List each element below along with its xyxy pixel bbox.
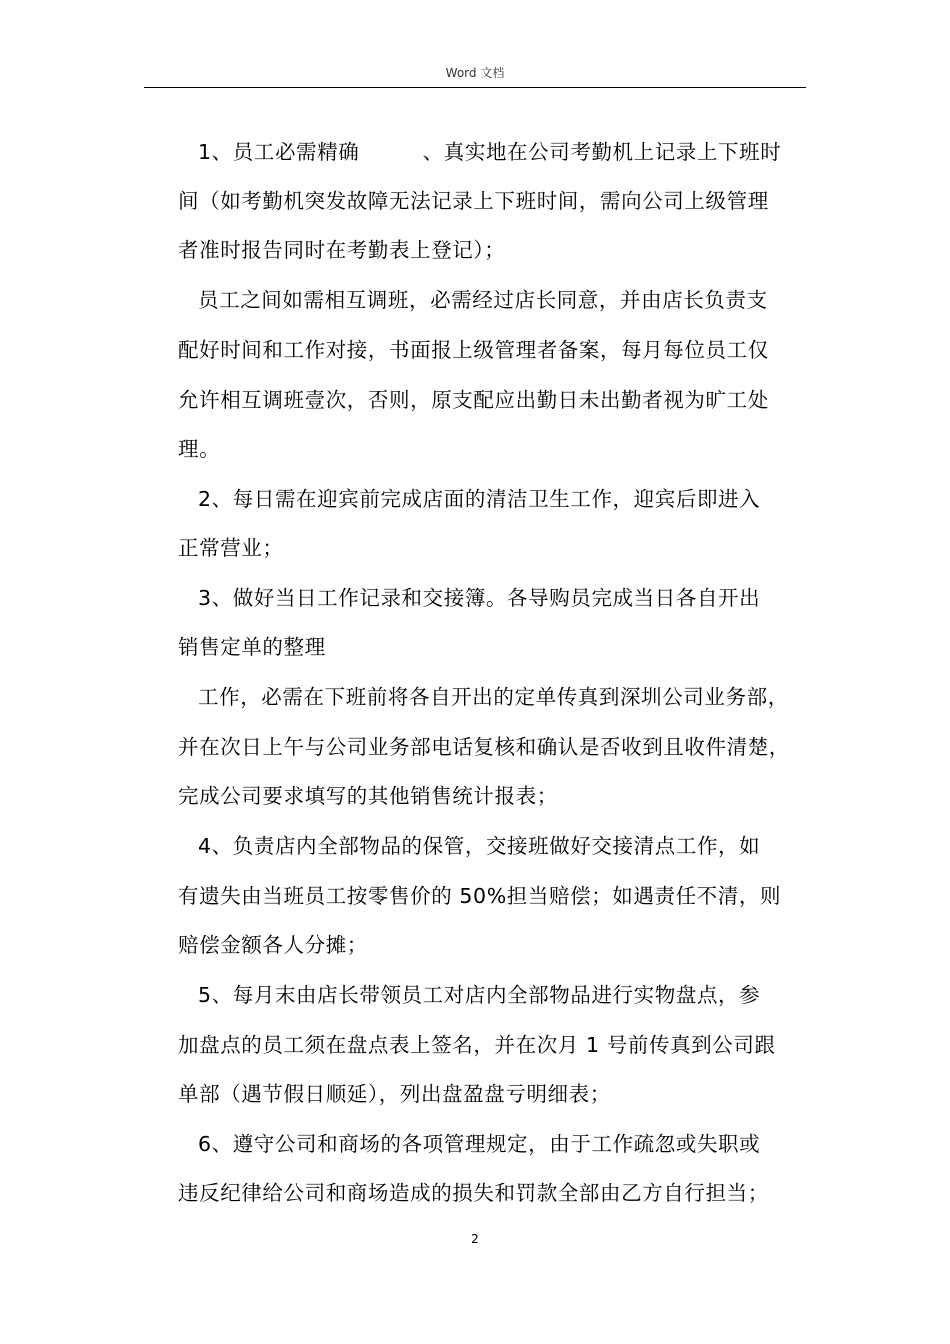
text-line: 并在次日上午与公司业务部电话复核和确认是否收到且收件清楚， xyxy=(178,735,790,759)
text-line: 销售定单的整理 xyxy=(178,635,326,659)
text-line: 工作，必需在下班前将各自开出的定单传真到深圳公司业务部， xyxy=(198,685,789,709)
text-line: 单部（遇节假日顺延），列出盘盈盘亏明细表； xyxy=(178,1082,611,1106)
text-line: 5、每月末由店长带领员工对店内全部物品进行实物盘点，参 xyxy=(198,983,761,1007)
text-line: 完成公司要求填写的其他销售统计报表； xyxy=(178,784,558,808)
text-line: 6、遵守公司和商场的各项管理规定，由于工作疏忽或失职或 xyxy=(198,1132,761,1156)
text-line: 加盘点的员工须在盘点表上签名，并在次月 1 号前传真到公司跟 xyxy=(178,1033,776,1057)
text-line: 1、员工必需精确 、真实地在公司考勤机上记录上下班时 xyxy=(198,140,782,164)
text-line: 4、负责店内全部物品的保管，交接班做好交接清点工作，如 xyxy=(198,834,761,858)
text-line: 有遗失由当班员工按零售价的 50%担当赔偿；如遇责任不清，则 xyxy=(178,884,782,908)
text-line: 间（如考勤机突发故障无法记录上下班时间，需向公司上级管理 xyxy=(178,189,769,213)
text-line: 允许相互调班壹次，否则，原支配应出勤日未出勤者视为旷工处 xyxy=(178,388,769,412)
page-number: 2 xyxy=(471,1232,479,1246)
text-line: 2、每日需在迎宾前完成店面的清洁卫生工作，迎宾后即进入 xyxy=(198,487,761,511)
header-divider xyxy=(144,87,806,88)
header-title: Word 文档 xyxy=(445,66,505,80)
text-line: 违反纪律给公司和商场造成的损失和罚款全部由乙方自行担当； xyxy=(178,1181,769,1205)
text-line: 正常营业； xyxy=(178,536,284,560)
text-line: 3、做好当日工作记录和交接簿。各导购员完成当日各自开出 xyxy=(198,586,761,610)
text-line: 赔偿金额各人分摊； xyxy=(178,933,368,957)
text-line: 配好时间和工作对接，书面报上级管理者备案，每月每位员工仅 xyxy=(178,338,769,362)
text-line: 理。 xyxy=(178,437,221,461)
text-line: 员工之间如需相互调班，必需经过店长同意，并由店长负责支 xyxy=(198,288,768,312)
text-line: 者准时报告同时在考勤表上登记）； xyxy=(178,238,506,262)
